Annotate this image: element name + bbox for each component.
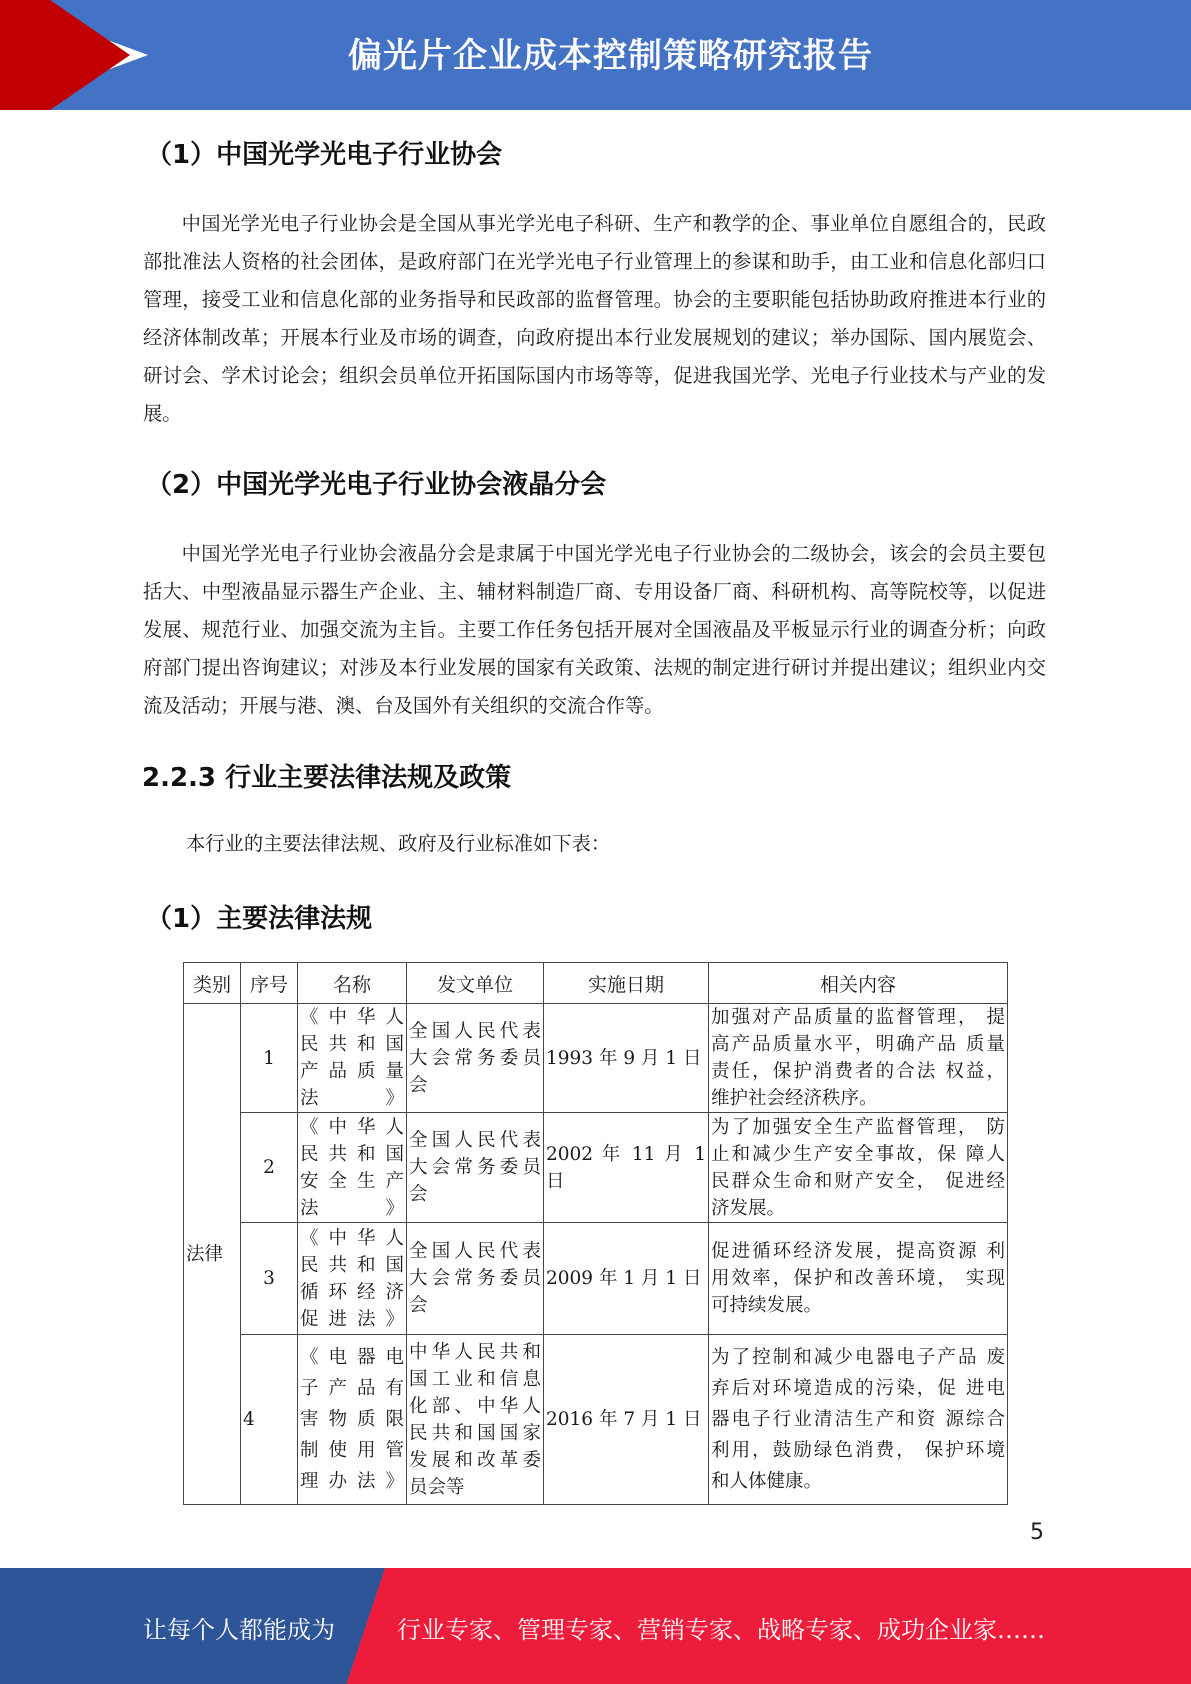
effective-date: 2016 年 7 月 1 日 (544, 1335, 709, 1505)
issuing-authority: 中华人民共和 国工业和信息 化部、中华人 民共和国国家 发展和改革委 员会等 (407, 1335, 544, 1505)
footer-slogan-right: 行业专家、管理专家、营销专家、战略专家、成功企业家…… (397, 1616, 1045, 1644)
page-header (0, 0, 1191, 110)
issuing-authority: 全国人民代表 大会常务委员 会 (407, 1113, 544, 1223)
col-header-category: 类别 (184, 963, 241, 1004)
col-header-content: 相关内容 (709, 963, 1008, 1004)
table-row (184, 1335, 1008, 1505)
effective-date: 2002 年 11 月 1 日 (544, 1113, 709, 1223)
laws-table (183, 962, 1008, 1505)
effective-date: 1993 年 9 月 1 日 (544, 1004, 709, 1113)
related-content: 促进循环经济发展，提高资源 利 用效率，保护和改善环境， 实现 可持续发展。 (709, 1223, 1008, 1335)
report-title: 偏光片企业成本控制策略研究报告 (348, 36, 873, 76)
issuing-authority: 全国人民代表 大会常务委员 会 (407, 1004, 544, 1113)
category-cell: 法律 (184, 1004, 241, 1505)
section-heading-1: （1）中国光学光电子行业协会 (146, 140, 503, 170)
page-footer (0, 1568, 1191, 1684)
law-name: 《中华人 民共和国 产品质量 法》 (298, 1004, 407, 1113)
law-name: 《中华人 民共和国 循环经济 促进法》 (298, 1223, 407, 1335)
table-row (184, 1113, 1008, 1223)
related-content: 为了加强安全生产监督管理， 防 止和减少生产安全事故，保 障人 民群众生命和财产安全， 促进经 济发展。 (709, 1113, 1008, 1223)
row-number: 1 (241, 1004, 298, 1113)
section-paragraph-1: 中国光学光电子行业协会是全国从事光学光电子科研、生产和教学的企、事业单位自愿组合的，民政部批准法人资格的社会团体，是政府部门在光学光电子行业管理上的参谋和助手，由工业和信息化部归口管理，接受工业和信息化部的业务指导和民政部的监督管理。协会的主要职能包括协助政府推进本行业的经济体制改革；开展本行业及市场的调查，向政府提出本行业发展规划的建议；举办国际、国内展览会、研讨会、学术讨论会；组织会员单位开拓国际国内市场等等，促进我国光学、光电子行业技术与产业的发展。 (143, 212, 1046, 425)
table-header-row (184, 963, 1008, 1004)
law-name: 《中华人 民共和国 安全生产 法》 (298, 1113, 407, 1223)
section-paragraph-2: 中国光学光电子行业协会液晶分会是隶属于中国光学光电子行业协会的二级协会，该会的会员主要包括大、中型液晶显示器生产企业、主、辅材料制造厂商、专用设备厂商、科研机构、高等院校等，以促进发展、规范行业、加强交流为主旨。主要工作任务包括开展对全国液晶及平板显示行业的调查分析；向政府部门提出咨询建议；对涉及本行业发展的国家有关政策、法规的制定进行研讨并提出建议；组织业内交流及活动；开展与港、澳、台及国外有关组织的交流合作等。 (143, 542, 1046, 717)
related-content: 加强对产品质量的监督管理， 提 高产品质量水平，明确产品 质量 责任，保护消费者的合法 权益， 维护社会经济秩序。 (709, 1004, 1008, 1113)
col-header-issuer: 发文单位 (407, 963, 544, 1004)
issuing-authority: 全国人民代表 大会常务委员 会 (407, 1223, 544, 1335)
table-row (184, 1004, 1008, 1113)
section-heading-2: （2）中国光学光电子行业协会液晶分会 (146, 470, 607, 500)
row-number: 2 (241, 1113, 298, 1223)
page-number: 5 (1030, 1520, 1044, 1545)
section-heading-laws: （1）主要法律法规 (146, 904, 373, 934)
footer-slogan-left: 让每个人都能成为 (143, 1616, 335, 1644)
section-heading-2-2-3: 2.2.3 行业主要法律法规及政策 (142, 763, 512, 793)
col-header-date: 实施日期 (544, 963, 709, 1004)
law-name: 《电器电 子产品有 害物质限 制使用管 理办法》 (298, 1335, 407, 1505)
table-row (184, 1223, 1008, 1335)
table-intro-text: 本行业的主要法律法规、政府及行业标准如下表： (186, 832, 611, 855)
row-number: 4 (241, 1335, 298, 1505)
col-header-number: 序号 (241, 963, 298, 1004)
row-number: 3 (241, 1223, 298, 1335)
related-content: 为了控制和减少电器电子产品 废 弃后对环境造成的污染，促 进电 器电子行业清洁生产和资 源综合 利用，鼓励绿色消费， 保护环境 和人体健康。 (709, 1335, 1008, 1505)
col-header-name: 名称 (298, 963, 407, 1004)
effective-date: 2009 年 1 月 1 日 (544, 1223, 709, 1335)
